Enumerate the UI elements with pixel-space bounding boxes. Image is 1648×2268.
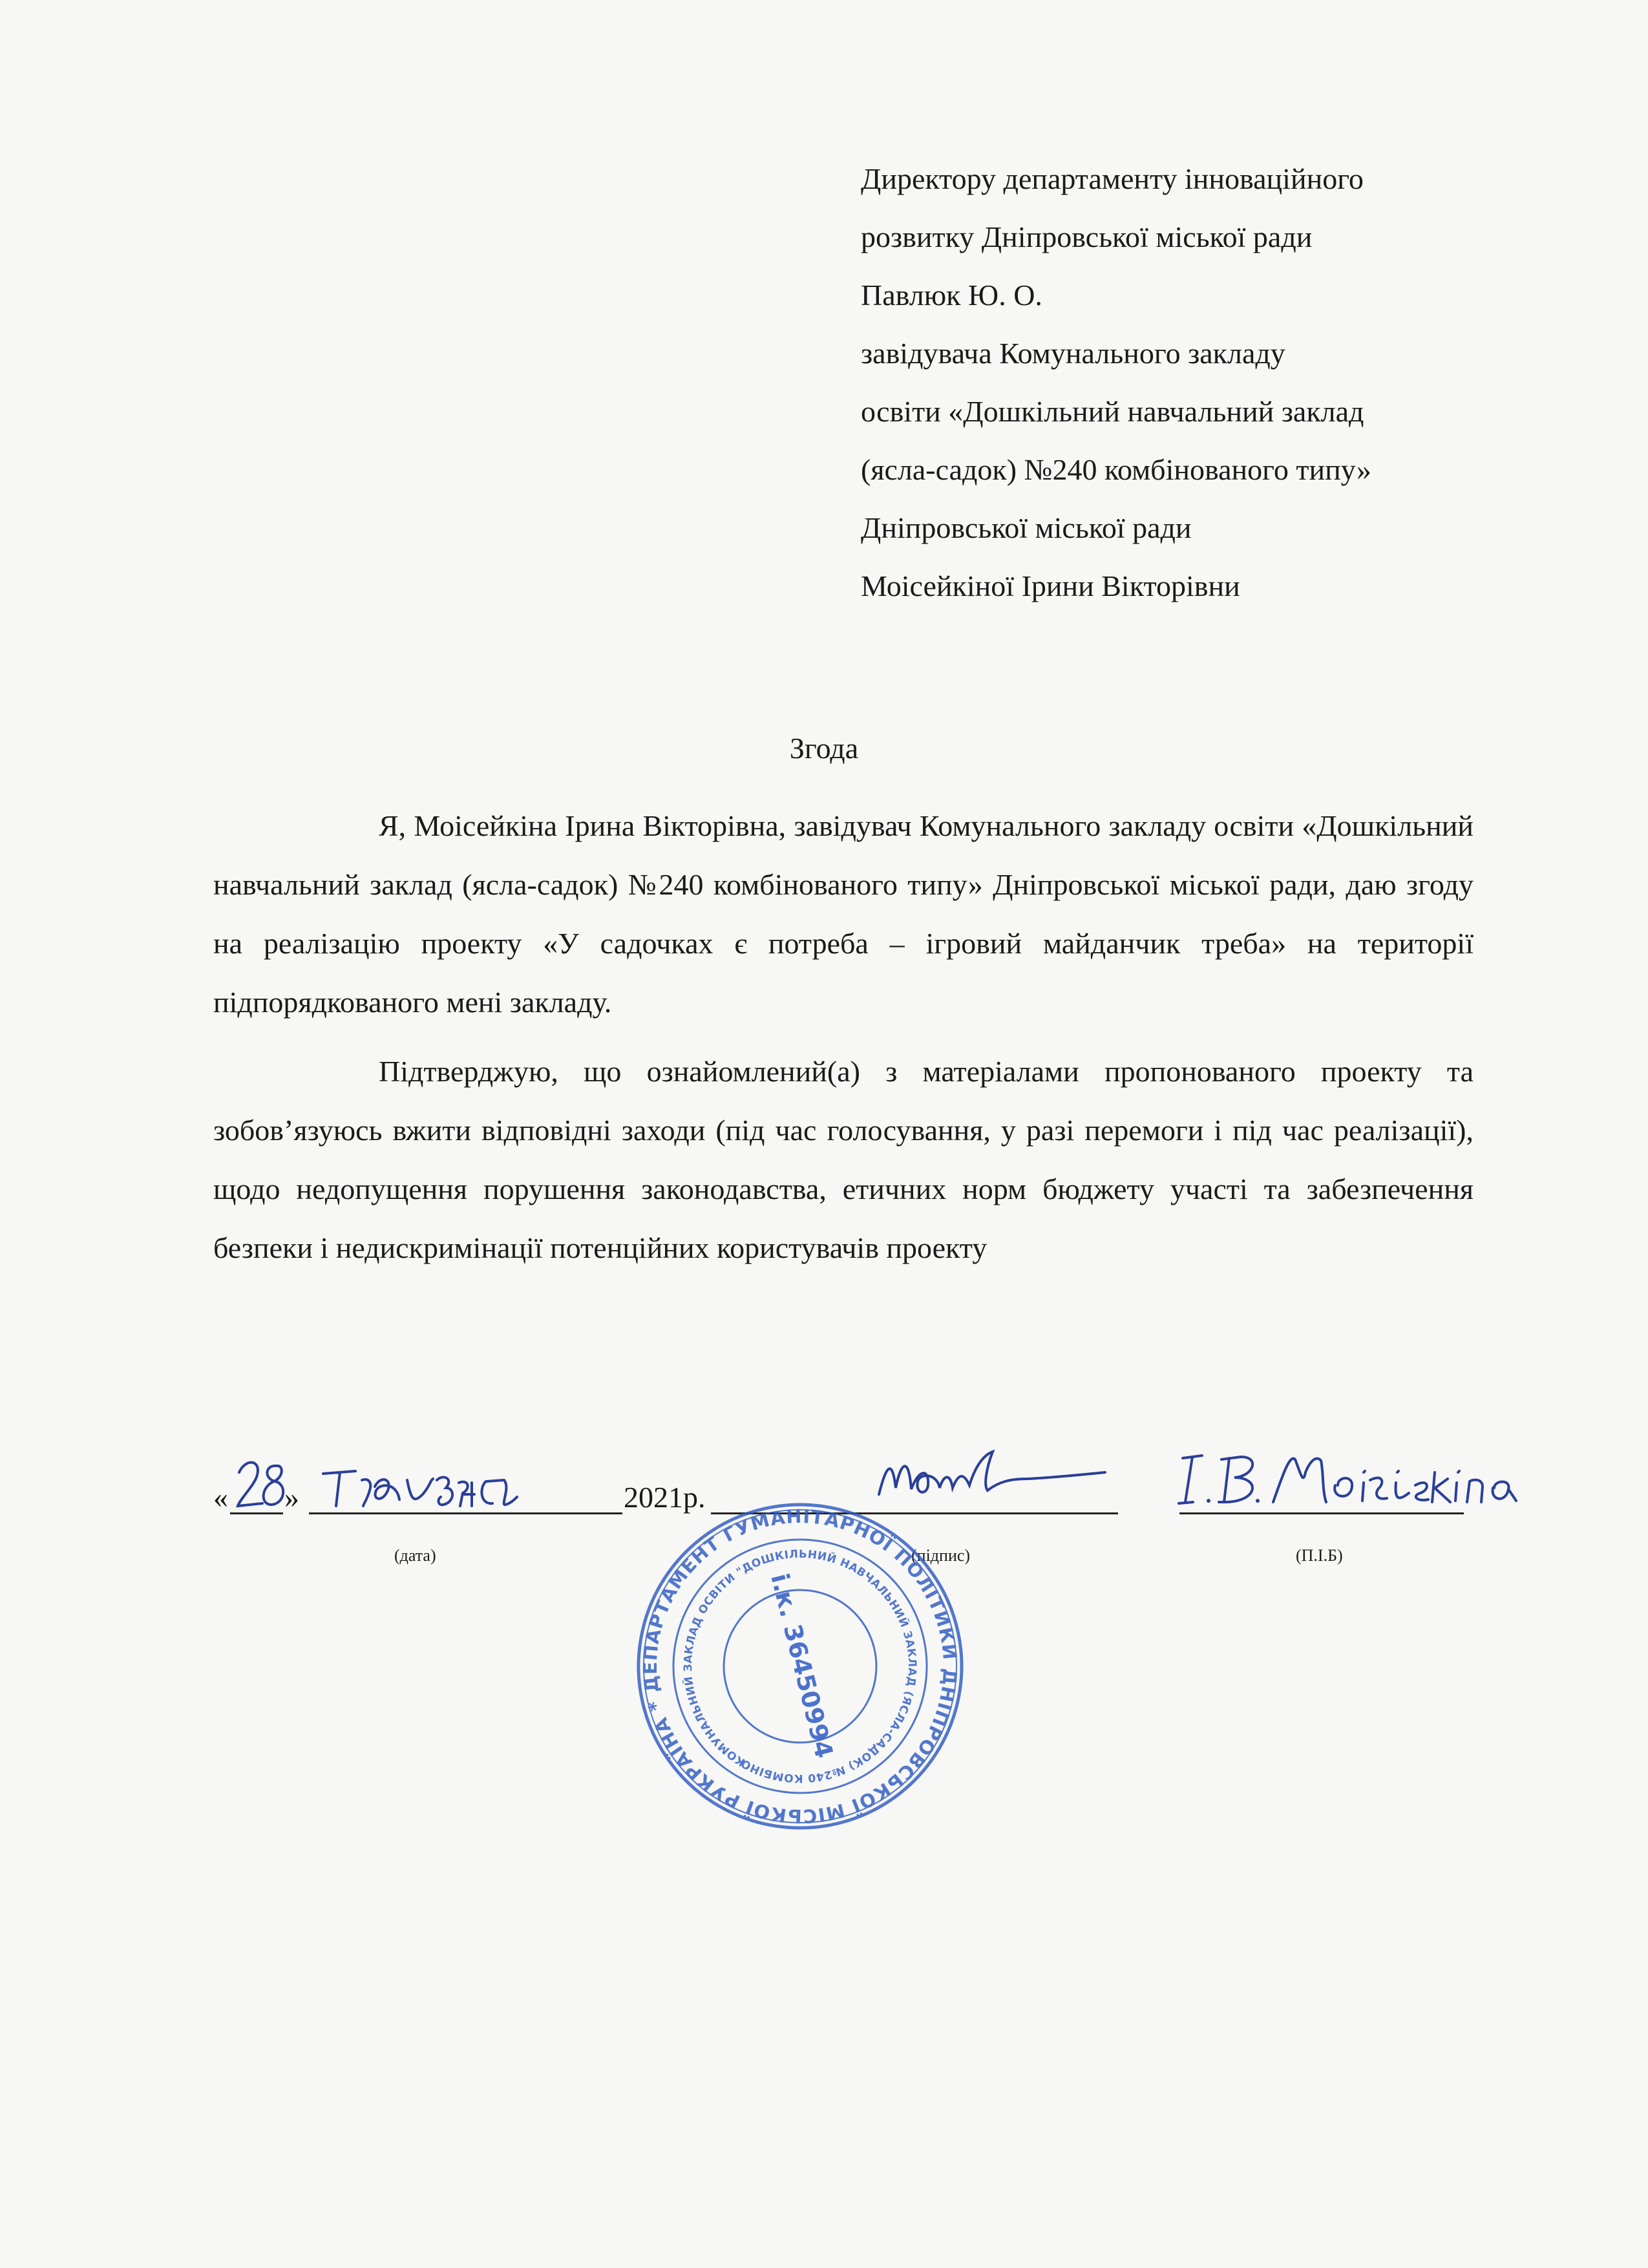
document-title: Згода xyxy=(789,732,859,765)
day-underline xyxy=(230,1512,283,1514)
handwritten-day xyxy=(234,1453,286,1511)
quote-close: » xyxy=(284,1481,299,1514)
handwritten-month xyxy=(317,1454,562,1512)
handwritten-name xyxy=(1157,1447,1538,1511)
addressee-line: завідувача Комунального закладу xyxy=(861,337,1285,370)
addressee-line: Павлюк Ю. О. xyxy=(861,279,1042,312)
month-underline xyxy=(309,1512,622,1514)
official-stamp xyxy=(632,1498,971,1834)
date-caption: (дата) xyxy=(394,1546,436,1565)
addressee-line: (ясла-садок) №240 комбінованого типу» xyxy=(861,453,1371,486)
confirmation-paragraph: Підтверджую, що ознайомлений(а) з матеріалами пропонованого проекту та зобов’язуюсь вжити відповідні заходи (під час голосування, у разі перемоги і під час реалізації), щодо недопущення порушення законодавства, етичних норм бюджету участі та забезпечення безпеки і недискримінації потенційних користувачів проекту xyxy=(213,1055,1474,1264)
stamp-inner-text: КОМУНАЛЬНИЙ ЗАКЛАД ОСВІТИ "ДОШКІЛЬНИЙ НАВЧАЛЬНИЙ ЗАКЛАД (ЯСЛА-САДОК) №240 КОМБІНОВАНОГО xyxy=(681,1547,919,1785)
stamp-outer-text: УКРАЇНА * ДЕПАРТАМЕНТ ГУМАНІТАРНОЇ ПОЛІТИКИ ДНІПРОВСЬКОЇ МІСЬКОЇ РАДИ xyxy=(639,1505,962,1828)
addressee-line: освіти «Дошкільний навчальний заклад xyxy=(861,395,1364,428)
consent-paragraph: Я, Моісейкіна Ірина Вікторівна, завідувач Комунального закладу освіти «Дошкільний навчальний заклад (ясла-садок) №240 комбінованого типу» Дніпровської міської ради, даю згоду на реалізацію проекту «У садочках є потреба – ігровий майданчик треба» на території підпорядкованого мені закладу. xyxy=(213,809,1474,1019)
year-text: 2021р. xyxy=(624,1481,706,1514)
addressee-block xyxy=(861,150,1507,615)
quote-open: « xyxy=(213,1481,228,1514)
addressee-line: Директору департаменту інноваційного xyxy=(861,162,1364,195)
addressee-line: Моісейкіної Ірини Вікторівни xyxy=(861,569,1240,602)
addressee-line: Дніпровської міської ради xyxy=(861,511,1192,544)
name-underline xyxy=(1179,1512,1464,1514)
addressee-line: розвитку Дніпровської міської ради xyxy=(861,220,1313,253)
stamp-code: і.к. 36450994 xyxy=(765,1571,839,1761)
name-caption: (П.І.Б) xyxy=(1296,1546,1343,1565)
signature-caption: (підпис) xyxy=(911,1546,971,1565)
